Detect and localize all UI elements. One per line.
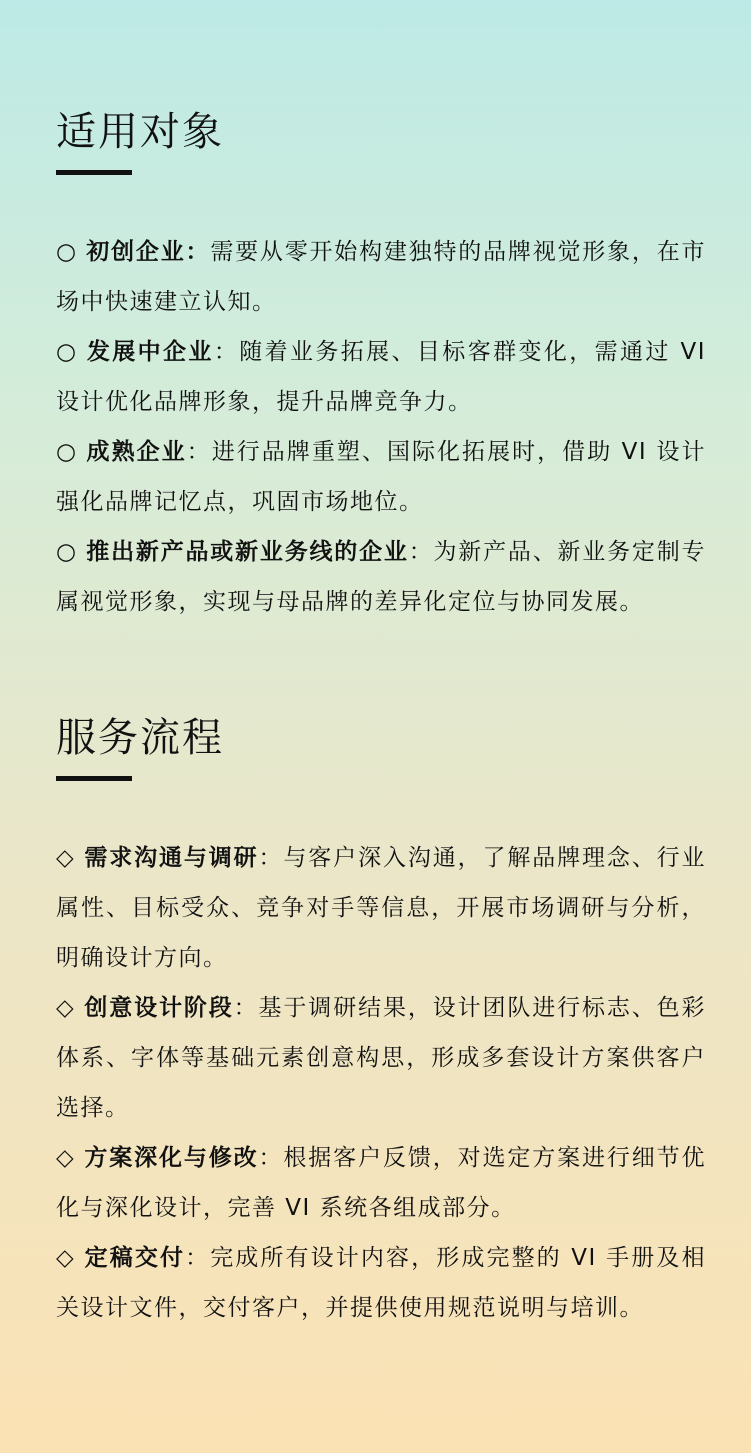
diamond-bullet-icon: ◇ (56, 1245, 76, 1271)
list-item (56, 327, 706, 427)
item-text: 需要从零开始构建独特的品牌视觉形象，在市场中快速建立认知。 (56, 239, 707, 315)
item-label: 方案深化与修改 (84, 1145, 259, 1171)
item-label: 推出新产品或新业务线的企业 (86, 539, 409, 565)
item-text: ：根据客户反馈，对选定方案进行细节优化与深化设计，完善 VI 系统各组成部分。 (56, 1145, 707, 1221)
circle-bullet-icon: ○ (56, 239, 78, 265)
section-title: 适用对象 (56, 109, 224, 155)
title-underline (56, 776, 132, 781)
list-item (56, 527, 706, 627)
diamond-bullet-icon: ◇ (56, 995, 76, 1021)
item-text: ：基于调研结果，设计团队进行标志、色彩体系、字体等基础元素创意构思，形成多套设计方案供客户选择。 (56, 995, 707, 1121)
circle-bullet-icon: ○ (56, 539, 78, 565)
list-item (56, 983, 706, 1133)
list-item (56, 1233, 706, 1333)
item-label: 创意设计阶段 (84, 995, 234, 1021)
item-text: ：随着业务拓展、目标客群变化，需通过 VI 设计优化品牌形象，提升品牌竞争力。 (56, 339, 707, 415)
item-label: 需求沟通与调研 (84, 845, 259, 871)
item-label: 定稿交付 (84, 1245, 186, 1271)
item-text: ：为新产品、新业务定制专属视觉形象，实现与母品牌的差异化定位与协同发展。 (56, 539, 707, 615)
section-service-process (56, 714, 706, 1333)
title-underline (56, 170, 132, 175)
list-item (56, 1133, 706, 1233)
circle-bullet-icon: ○ (56, 339, 78, 365)
item-label: 初创企业： (86, 239, 211, 265)
section-target-audience (56, 108, 706, 627)
process-list (56, 833, 706, 1333)
item-text: ：与客户深入沟通，了解品牌理念、行业属性、目标受众、竞争对手等信息，开展市场调研与分析，明确设计方向。 (56, 845, 707, 971)
list-item (56, 833, 706, 983)
audience-list (56, 227, 706, 627)
item-label: 发展中企业 (86, 339, 214, 365)
circle-bullet-icon: ○ (56, 439, 78, 465)
diamond-bullet-icon: ◇ (56, 1145, 76, 1171)
section-title: 服务流程 (56, 715, 224, 761)
list-item (56, 427, 706, 527)
item-text: ：完成所有设计内容，形成完整的 VI 手册及相关设计文件，交付客户，并提供使用规范说明与培训。 (56, 1245, 707, 1321)
item-label: 成熟企业 (86, 439, 187, 465)
diamond-bullet-icon: ◇ (56, 845, 76, 871)
list-item (56, 227, 706, 327)
item-text: ：进行品牌重塑、国际化拓展时，借助 VI 设计强化品牌记忆点，巩固市场地位。 (56, 439, 706, 515)
